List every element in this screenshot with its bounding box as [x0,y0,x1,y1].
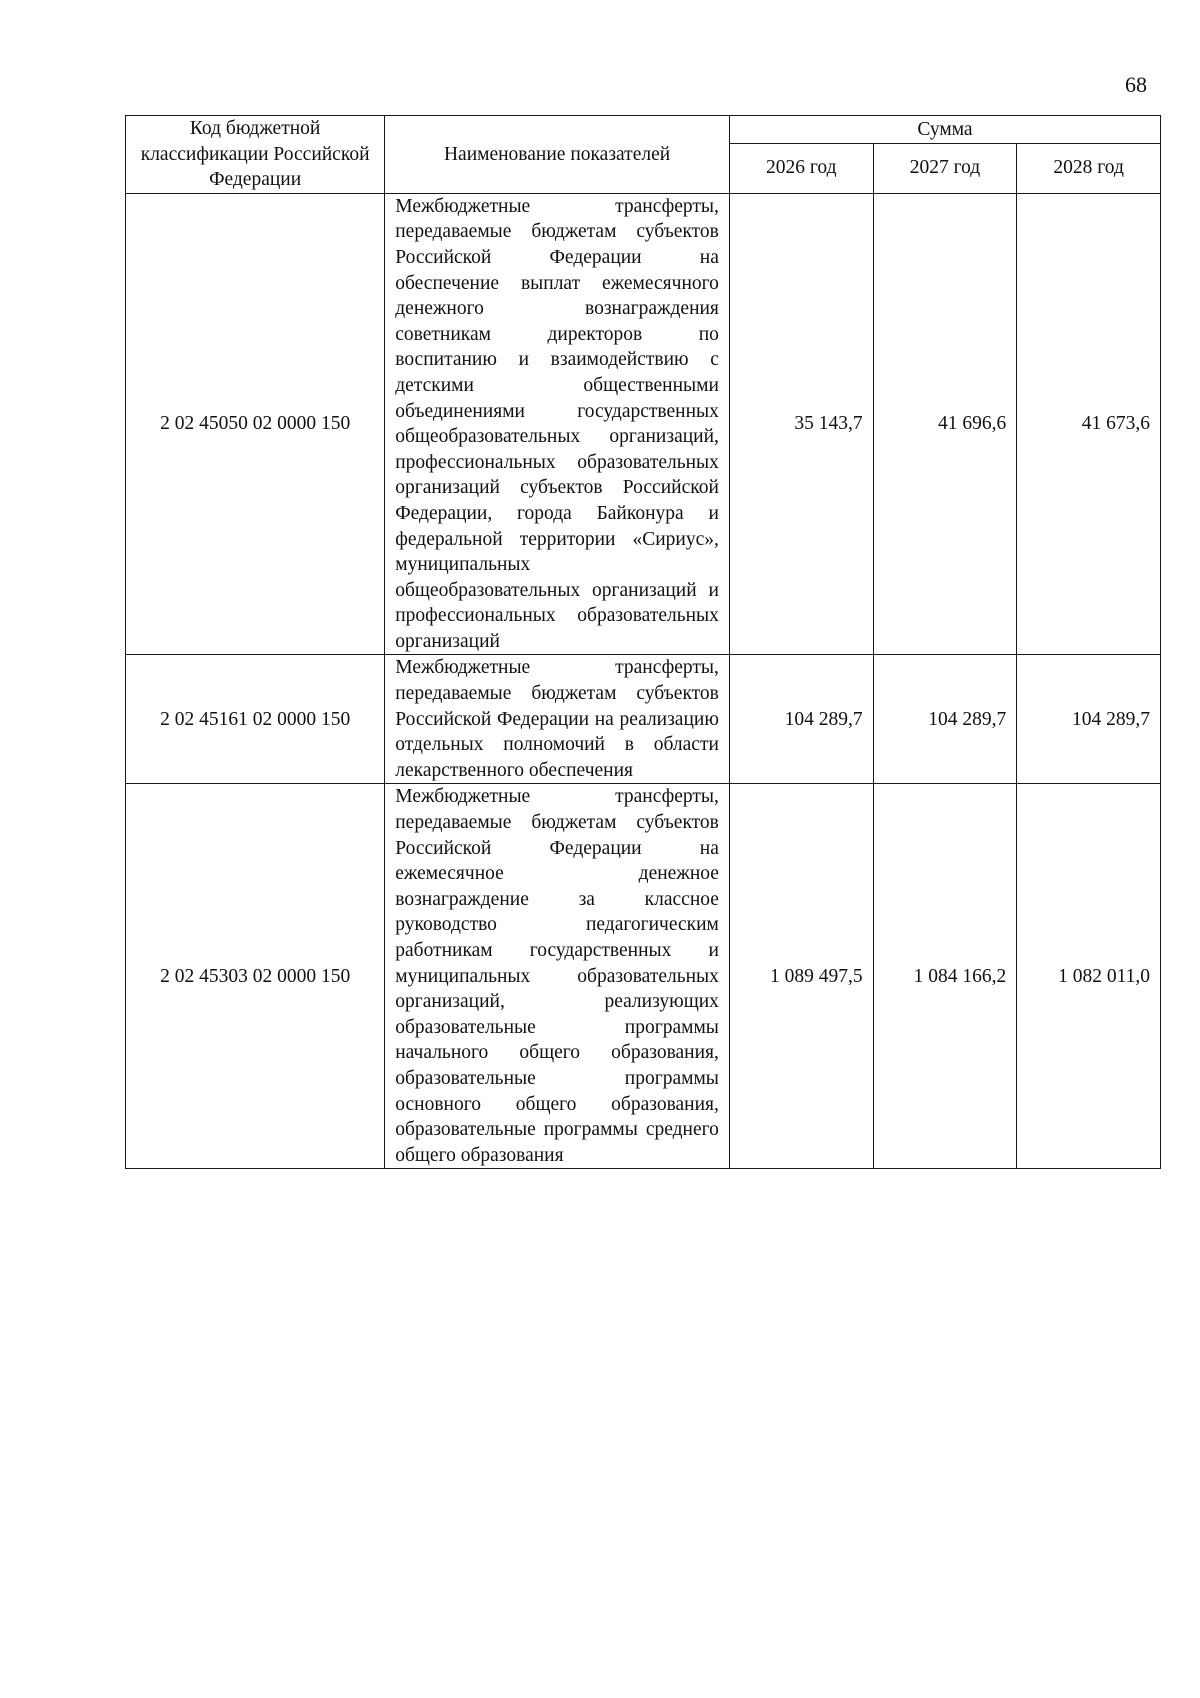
header-budget-code: Код бюджетной классификации Российской Федерации [126,116,385,194]
row-value-2027: 104 289,7 [873,655,1017,784]
budget-table [125,115,1161,1169]
table-row [126,193,1161,655]
row-indicator-name: Межбюджетные трансферты, передаваемые бюджетам субъектов Российской Федерации на ежемесячное денежное вознаграждение за классное руководство педагогическим работникам государственных и муниципальных образовательных организаций, реализующих образовательные программы начального общего образования, образовательные программы основного общего образования, образовательные программы среднего общего образования [385,784,730,1169]
row-value-2028: 1 082 011,0 [1017,784,1161,1169]
row-value-2028: 41 673,6 [1017,193,1161,655]
header-year-2028: 2028 год [1017,143,1161,193]
row-budget-code: 2 02 45161 02 0000 150 [126,655,385,784]
row-value-2026: 104 289,7 [729,655,873,784]
row-budget-code: 2 02 45303 02 0000 150 [126,784,385,1169]
table-row [126,784,1161,1169]
row-indicator-name: Межбюджетные трансферты, передаваемые бюджетам субъектов Российской Федерации на реализацию отдельных полномочий в области лекарственного обеспечения [385,655,730,784]
row-budget-code: 2 02 45050 02 0000 150 [126,193,385,655]
header-year-2026: 2026 год [729,143,873,193]
table-body [126,193,1161,1169]
row-value-2026: 1 089 497,5 [729,784,873,1169]
row-value-2027: 41 696,6 [873,193,1017,655]
table-row [126,655,1161,784]
row-indicator-name: Межбюджетные трансферты, передаваемые бюджетам субъектов Российской Федерации на обеспечение выплат ежемесячного денежного вознаграждения советникам директоров по воспитанию и взаимодействию с детскими общественными объединениями государственных общеобразовательных организаций, профессиональных образовательных организаций субъектов Российской Федерации, города Байконура и федеральной территории «Сириус», муниципальных общеобразовательных организаций и профессиональных образовательных организаций [385,193,730,655]
header-year-2027: 2027 год [873,143,1017,193]
header-indicator-name: Наименование показателей [385,116,730,194]
table-header [126,116,1161,194]
row-value-2028: 104 289,7 [1017,655,1161,784]
row-value-2027: 1 084 166,2 [873,784,1017,1169]
header-sum: Сумма [729,116,1160,144]
row-value-2026: 35 143,7 [729,193,873,655]
page-number: 68 [1125,72,1147,97]
